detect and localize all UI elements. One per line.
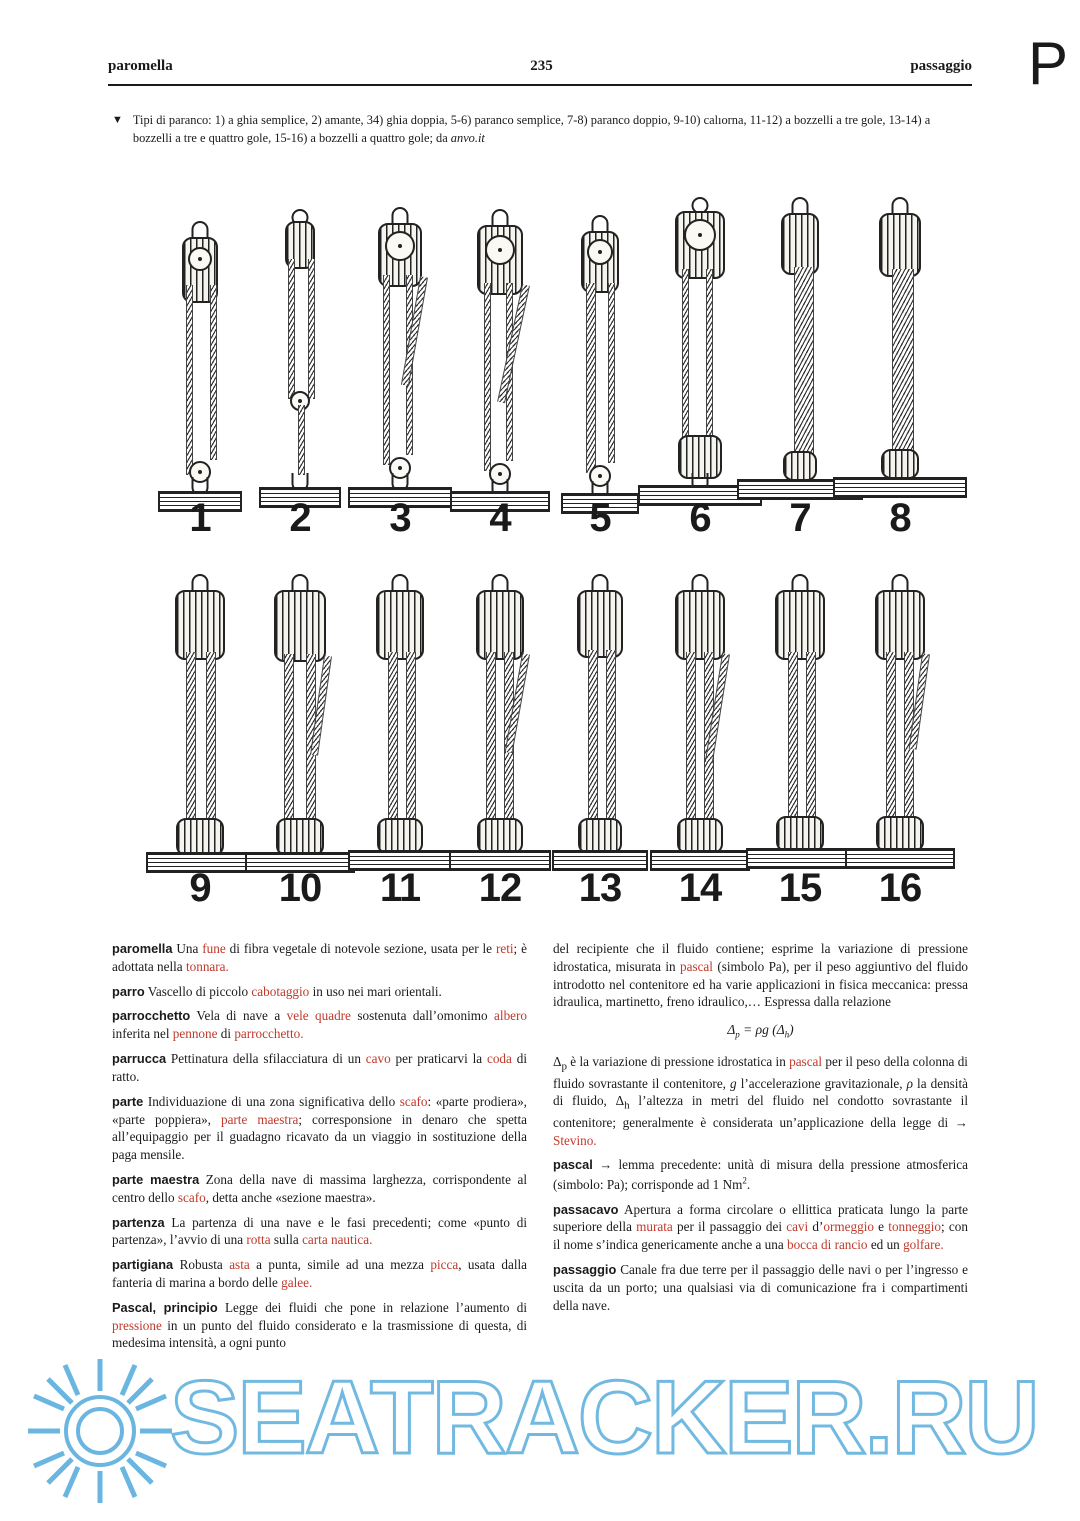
header-left-headword: paromella [108,58,173,74]
entry-headword: Pascal, principio [112,1299,218,1315]
figure-label: 4 [489,496,511,540]
pulley-diagram-2 [250,185,350,540]
entry-definition: Vascello di piccolo cabotaggio in uso nei mari orientali. [147,983,442,999]
entry-headword: parte [112,1093,144,1109]
entry-headword: parrucca [112,1051,167,1067]
entry-headword: partenza [112,1214,165,1230]
entry-parro [112,983,527,1001]
entry-headword: parrocchetto [112,1008,191,1024]
entry-headword: partigiana [112,1257,174,1273]
pulley-diagram-11 [350,560,450,910]
pulley-diagram-16 [850,560,950,910]
header-divider [108,84,972,86]
caption-source: anvo.it [450,130,485,145]
pulley-diagram-14 [650,560,750,910]
formula-pascal: $\Delta_p = \rho g$ $(\Delta_h)$ [727,1022,794,1040]
entry-definition: Una fune di fibra vegetale di notevole sezione, usata per le reti; è adottata nella tonnara. [112,941,527,974]
entry-passacavo [553,1201,968,1254]
figure-label: 13 [578,866,622,910]
entry-passaggio [553,1261,968,1314]
pulley-diagram-5 [550,185,650,540]
pulley-diagram-15 [750,560,850,910]
watermark-text: SEATRACKER.RU [170,1360,1038,1476]
pulley-diagram-12 [450,560,550,910]
pulley-diagram-9 [150,560,250,910]
entry-headword: pascal [553,1157,593,1173]
figure-label: 1 [189,496,211,540]
entry-definition: Robusta asta a punta, simile ad una mezza picca, usata dalla fanteria di marina a bordo delle galee. [112,1257,528,1290]
header-right-headword: passaggio [910,58,972,74]
figure-label: 2 [289,496,311,540]
figure-caption [112,112,964,148]
triangle-marker-icon: ▼ [112,114,123,126]
entry-headword: paromella [112,941,173,956]
entry-definition: Zona della nave di massima larghezza, corrispondente al centro dello scafo, detta anche «sezione maestra». [112,1171,528,1205]
entry-continuation-after-formula: $\Delta_p$ è la variazione di pressione idrostatica in pascal per il peso della colonna di fluido sovrastante il contenitore, g l’accelerazione gravitazionale, ρ la densità di fluido, $\Delta_h$ l’altezza in metri del fluido nel condotto sovrastante il contenitore; generalmente è considerata un’applicazione della legge di → Stevino. [553,1054,968,1148]
figure-label: 11 [379,866,421,910]
figure-label: 14 [678,866,722,910]
page-number: 235 [530,58,553,74]
pulley-diagram-13 [550,560,650,910]
entry-partenza [112,1214,527,1250]
entry-parte [112,1093,527,1164]
right-column [553,940,968,1359]
entry-pascal [553,1156,968,1193]
pulley-diagram-1 [150,185,250,540]
entry-definition: Legge dei fluidi che pone in relazione l’aumento di pressione in un punto del fluido considerato e la trasmissione di questa, di medesima intensità, a ogni punto [112,1299,528,1351]
sun-burst-icon [20,1351,180,1511]
entry-continuation: del recipiente che il fluido contiene; esprime la variazione di pressione idrostatica, misurata in pascal (simbolo Pa), per il peso aggiuntivo del fluido introdotto nel contenitore ed ha varie applicazioni in fisica meccanica: pressa idraulica, martinetto, freno idraulico,… Espressa dalla relazione [553,941,969,1010]
figure-row-2 [150,560,950,910]
figure-tipi-di-paranco [150,175,950,935]
entry-definition: La partenza di una nave e le fasi precedenti; come «punto di partenza», l’avvio di una rotta sulla carta nautica. [112,1214,527,1248]
figure-label: 8 [889,496,911,540]
entry-headword: parte maestra [112,1171,200,1187]
page-header [108,58,972,75]
entry-parte-maestra [112,1171,527,1207]
entry-headword: passacavo [553,1201,619,1217]
entry-definition: Pettinatura della sfilacciatura di un cavo per praticarvi la coda di ratto. [112,1051,527,1084]
figure-label: 3 [389,496,411,540]
entry-headword: parro [112,983,145,999]
figure-label: 7 [789,496,811,540]
caption-body: Tipi di paranco: 1) a ghia semplice, 2) amante, 34) ghia doppia, 5-6) paranco semplice, 7-8) paranco doppio, 9-10) calıorna, 11-12) a bozzelli a tre gole, 13-14) a bozzelli a tre e quattro gole, 15-16) a bozzelli a quattro gole; da [132,113,931,145]
dictionary-body [112,940,968,1359]
figure-label: 9 [189,866,211,910]
entry-partigiana [112,1256,527,1292]
entry-definition: Canale fra due terre per il passaggio delle navi o per l’ingresso e uscita da un porto; una qualsiasi via di comunicazione fra i compartimenti della nave. [553,1261,969,1313]
entry-parrucca [112,1050,527,1086]
pulley-diagram-10 [250,560,350,910]
letter-tab: P [1027,30,1068,97]
figure-label: 10 [278,866,322,910]
entry-headword: passaggio [553,1261,617,1277]
left-column [112,940,527,1359]
figure-label: 16 [878,866,922,910]
entry-definition: Apertura a forma circolare o ellittica praticata lungo la parte superiore della murata per il passaggio dei cavi d’ormeggio e tonneggio; con il nome s’indica genericamente anche a una bocca di rancio ed un golfare. [553,1201,968,1253]
pulley-diagram-3 [350,185,450,540]
figure-label: 6 [689,496,711,540]
pulley-diagram-4 [450,185,550,540]
entry-parrocchetto [112,1007,527,1043]
caption-text [133,112,964,148]
entry-pascal-principio [112,1299,527,1352]
pulley-diagram-8 [850,185,950,540]
figure-row-1 [150,185,950,540]
entry-definition: → lemma precedente: unità di misura della pressione atmosferica (simbolo: Pa); corrisponde ad 1 Nm$^2$. [553,1157,969,1192]
figure-label: 5 [589,496,611,540]
figure-label: 12 [478,866,522,910]
pulley-diagram-6 [650,185,750,540]
entry-definition: Vela di nave a vele quadre sostenuta dall’omonimo albero inferita nel pennone di parrocchetto. [112,1008,527,1042]
entry-definition: Individuazione di una zona significativa dello scafo: «parte prodiera», «parte poppiera», parte maestra; corresponsione in denaro che spetta all’equipaggio per il guadagno ricavato da un viaggio in sostituzione della paga mensile. [112,1093,527,1163]
entry-paromella [112,940,527,976]
figure-label: 15 [778,866,822,910]
